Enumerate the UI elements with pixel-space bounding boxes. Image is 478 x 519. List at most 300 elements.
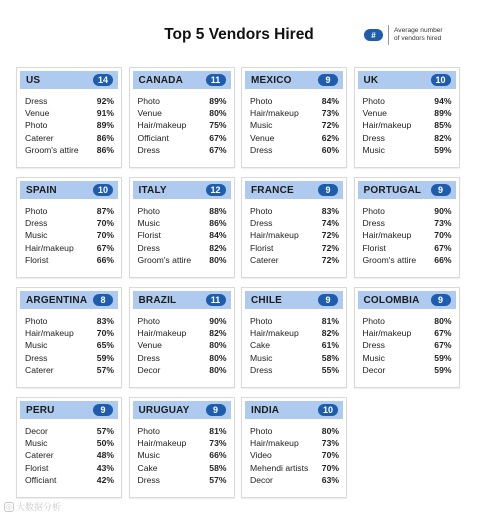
vendor-label: Music bbox=[250, 120, 273, 131]
card-header bbox=[358, 181, 456, 199]
vendor-percent: 72% bbox=[321, 254, 339, 265]
vendor-list bbox=[242, 309, 346, 376]
vendor-percent: 66% bbox=[209, 450, 227, 461]
vendor-label: Hair/makeup bbox=[250, 230, 299, 241]
vendor-label: Photo bbox=[250, 426, 273, 436]
vendor-label: Photo bbox=[362, 316, 385, 326]
vendor-row bbox=[25, 474, 114, 486]
card-header bbox=[133, 181, 231, 199]
card-header bbox=[133, 401, 231, 419]
vendor-count-badge: 9 bbox=[318, 294, 338, 306]
vendor-count-badge: 9 bbox=[431, 184, 451, 196]
vendor-label: Hair/makeup bbox=[137, 328, 187, 339]
vendor-row bbox=[138, 95, 227, 107]
legend-text-line1: Average number bbox=[394, 27, 443, 34]
vendor-percent: 90% bbox=[434, 206, 452, 216]
vendor-percent: 82% bbox=[209, 328, 227, 339]
vendor-label: Caterer bbox=[250, 254, 279, 265]
country-name: BRAZIL bbox=[138, 294, 177, 306]
vendor-row bbox=[250, 339, 339, 351]
vendor-label: Dress bbox=[25, 218, 48, 229]
legend-text bbox=[394, 27, 443, 43]
vendor-row bbox=[138, 242, 227, 254]
vendor-label: Hair/makeup bbox=[25, 328, 74, 339]
vendor-percent: 58% bbox=[321, 352, 339, 363]
vendor-list bbox=[355, 89, 459, 156]
vendor-percent: 80% bbox=[209, 254, 227, 265]
vendor-percent: 91% bbox=[96, 108, 114, 119]
vendor-label: Groom's attire bbox=[25, 144, 79, 155]
vendor-percent: 72% bbox=[321, 242, 339, 253]
card-header bbox=[20, 181, 118, 199]
vendor-label: Photo bbox=[250, 206, 273, 216]
country-card-uruguay bbox=[129, 397, 235, 498]
vendor-row bbox=[25, 107, 114, 119]
vendor-list bbox=[17, 199, 121, 266]
vendor-list bbox=[242, 89, 346, 156]
vendor-label: Photo bbox=[25, 206, 48, 216]
vendor-percent: 59% bbox=[434, 144, 452, 155]
vendor-label: Hair/makeup bbox=[137, 120, 187, 131]
country-card-uk bbox=[354, 67, 460, 168]
vendor-list bbox=[130, 89, 234, 156]
card-header bbox=[20, 401, 118, 419]
vendor-percent: 81% bbox=[209, 426, 227, 436]
vendor-label: Photo bbox=[25, 120, 48, 131]
vendor-label: Photo bbox=[362, 206, 385, 216]
vendor-row bbox=[363, 364, 452, 376]
vendor-percent: 57% bbox=[96, 426, 114, 436]
vendor-percent: 80% bbox=[321, 426, 339, 436]
vendor-percent: 63% bbox=[321, 474, 339, 485]
vendor-row bbox=[25, 205, 114, 217]
vendor-row bbox=[363, 229, 452, 241]
watermark bbox=[4, 500, 61, 513]
vendor-label: Photo bbox=[137, 206, 160, 216]
vendor-label: Venue bbox=[362, 108, 387, 119]
vendor-label: Music bbox=[362, 144, 385, 155]
vendor-percent: 86% bbox=[96, 132, 114, 143]
vendor-label: Hair/makeup bbox=[362, 230, 412, 241]
vendor-percent: 48% bbox=[96, 450, 114, 461]
vendor-list bbox=[130, 419, 234, 486]
vendor-percent: 73% bbox=[209, 438, 227, 449]
vendor-label: Music bbox=[25, 340, 48, 351]
vendor-label: Dress bbox=[137, 474, 160, 485]
vendor-percent: 70% bbox=[321, 450, 339, 461]
country-card-france bbox=[241, 177, 347, 278]
vendor-label: Photo bbox=[250, 96, 273, 106]
vendor-label: Music bbox=[137, 450, 160, 461]
page-title: Top 5 Vendors Hired bbox=[164, 26, 314, 43]
vendor-label: Dress bbox=[250, 364, 273, 375]
vendor-label: Dress bbox=[362, 132, 385, 143]
vendor-count-badge: 11 bbox=[206, 294, 226, 306]
vendor-row bbox=[363, 205, 452, 217]
vendor-row bbox=[25, 364, 114, 376]
vendor-percent: 65% bbox=[96, 340, 114, 351]
country-name: CHILE bbox=[251, 294, 282, 306]
vendor-label: Decor bbox=[250, 474, 273, 485]
vendor-label: Dress bbox=[137, 144, 160, 155]
vendor-row bbox=[138, 229, 227, 241]
country-card-portugal bbox=[354, 177, 460, 278]
vendor-row bbox=[363, 242, 452, 254]
vendor-percent: 67% bbox=[434, 242, 452, 253]
vendor-label: Florist bbox=[137, 230, 161, 241]
vendor-percent: 70% bbox=[96, 328, 114, 339]
vendor-percent: 89% bbox=[434, 108, 452, 119]
vendor-row bbox=[250, 437, 339, 449]
country-card-brazil bbox=[129, 287, 235, 388]
vendor-label: Florist bbox=[25, 254, 49, 265]
vendor-row bbox=[363, 144, 452, 156]
vendor-percent: 89% bbox=[209, 96, 227, 106]
country-card-colombia bbox=[354, 287, 460, 388]
vendor-percent: 80% bbox=[209, 364, 227, 375]
vendor-label: Hair/makeup bbox=[362, 120, 412, 131]
country-card-mexico bbox=[241, 67, 347, 168]
vendor-list bbox=[130, 309, 234, 376]
vendor-percent: 70% bbox=[96, 230, 114, 241]
vendor-row bbox=[138, 327, 227, 339]
vendor-percent: 72% bbox=[321, 230, 339, 241]
vendor-percent: 81% bbox=[321, 316, 339, 326]
vendor-count-badge: 10 bbox=[431, 74, 451, 86]
vendor-label: Florist bbox=[25, 462, 49, 473]
country-grid bbox=[16, 67, 460, 498]
vendor-list bbox=[355, 199, 459, 266]
vendor-row bbox=[25, 449, 114, 461]
vendor-row bbox=[138, 364, 227, 376]
vendor-row bbox=[138, 449, 227, 461]
vendor-row bbox=[25, 242, 114, 254]
country-name: PERU bbox=[26, 404, 55, 416]
vendor-row bbox=[250, 144, 339, 156]
vendor-list bbox=[355, 309, 459, 376]
vendor-list bbox=[130, 199, 234, 266]
country-card-spain bbox=[16, 177, 122, 278]
vendor-percent: 80% bbox=[209, 352, 227, 363]
vendor-row bbox=[363, 95, 452, 107]
vendor-label: Hair/makeup bbox=[362, 328, 412, 339]
vendor-list bbox=[17, 419, 121, 486]
vendor-percent: 80% bbox=[209, 108, 227, 119]
vendor-label: Caterer bbox=[25, 364, 54, 375]
vendor-percent: 82% bbox=[321, 328, 339, 339]
vendor-row bbox=[138, 474, 227, 486]
country-name: COLOMBIA bbox=[363, 294, 420, 306]
vendor-label: Video bbox=[250, 450, 272, 461]
country-name: URUGUAY bbox=[138, 404, 190, 416]
country-card-peru bbox=[16, 397, 122, 498]
legend-divider bbox=[388, 25, 389, 45]
vendor-row bbox=[138, 254, 227, 266]
vendor-percent: 55% bbox=[321, 364, 339, 375]
vendor-list bbox=[17, 309, 121, 376]
card-header bbox=[20, 291, 118, 309]
vendor-percent: 70% bbox=[434, 230, 452, 241]
vendor-label: Photo bbox=[362, 96, 385, 106]
vendor-row bbox=[250, 352, 339, 364]
vendor-row bbox=[250, 107, 339, 119]
vendor-label: Dress bbox=[137, 242, 160, 253]
vendor-row bbox=[363, 339, 452, 351]
vendor-percent: 60% bbox=[321, 144, 339, 155]
card-header bbox=[20, 71, 118, 89]
vendor-row bbox=[25, 339, 114, 351]
vendor-row bbox=[250, 327, 339, 339]
vendor-label: Venue bbox=[137, 340, 162, 351]
vendor-label: Caterer bbox=[25, 132, 54, 143]
vendor-count-badge: 10 bbox=[318, 404, 338, 416]
vendor-row bbox=[250, 119, 339, 131]
vendor-label: Decor bbox=[137, 364, 161, 375]
vendor-percent: 87% bbox=[96, 206, 114, 216]
card-header bbox=[133, 71, 231, 89]
vendor-label: Dress bbox=[362, 340, 385, 351]
country-name: MEXICO bbox=[251, 74, 292, 86]
vendor-percent: 67% bbox=[209, 132, 227, 143]
vendor-percent: 83% bbox=[321, 206, 339, 216]
vendor-row bbox=[250, 229, 339, 241]
vendor-row bbox=[363, 254, 452, 266]
vendor-percent: 61% bbox=[321, 340, 339, 351]
vendor-row bbox=[25, 425, 114, 437]
vendor-label: Music bbox=[362, 352, 385, 363]
vendor-percent: 73% bbox=[321, 108, 339, 119]
vendor-count-badge: 12 bbox=[206, 184, 226, 196]
vendor-percent: 84% bbox=[209, 230, 227, 241]
vendor-row bbox=[250, 364, 339, 376]
vendor-row bbox=[138, 205, 227, 217]
vendor-percent: 70% bbox=[96, 218, 114, 229]
vendor-label: Music bbox=[25, 438, 48, 449]
vendor-label: Groom's attire bbox=[362, 254, 417, 265]
country-name: INDIA bbox=[251, 404, 280, 416]
vendor-percent: 88% bbox=[209, 206, 227, 216]
vendor-percent: 42% bbox=[96, 474, 114, 485]
vendor-row bbox=[25, 352, 114, 364]
vendor-row bbox=[363, 315, 452, 327]
vendor-label: Mehendi artists bbox=[250, 462, 309, 473]
vendor-label: Cake bbox=[137, 462, 158, 473]
vendor-percent: 82% bbox=[209, 242, 227, 253]
vendor-percent: 86% bbox=[96, 144, 114, 155]
vendor-label: Officiant bbox=[137, 132, 169, 143]
vendor-label: Hair/makeup bbox=[25, 242, 74, 253]
card-header bbox=[245, 181, 343, 199]
watermark-text: 大数据分析 bbox=[16, 502, 62, 512]
vendor-label: Dress bbox=[137, 352, 160, 363]
vendor-label: Photo bbox=[25, 316, 48, 326]
vendor-percent: 84% bbox=[321, 96, 339, 106]
country-name: SPAIN bbox=[26, 184, 57, 196]
vendor-row bbox=[25, 327, 114, 339]
country-card-chile bbox=[241, 287, 347, 388]
vendor-row bbox=[25, 437, 114, 449]
country-name: ITALY bbox=[138, 184, 167, 196]
card-header bbox=[358, 291, 456, 309]
vendor-count-badge: 9 bbox=[318, 184, 338, 196]
vendor-label: Venue bbox=[137, 108, 162, 119]
vendor-label: Dress bbox=[25, 96, 48, 106]
vendor-label: Hair/makeup bbox=[250, 108, 299, 119]
vendor-percent: 62% bbox=[321, 132, 339, 143]
vendor-row bbox=[250, 132, 339, 144]
vendor-row bbox=[138, 339, 227, 351]
country-name: US bbox=[26, 74, 41, 86]
card-header bbox=[133, 291, 231, 309]
vendor-row bbox=[363, 119, 452, 131]
vendor-label: Venue bbox=[25, 108, 50, 119]
vendor-label: Hair/makeup bbox=[250, 328, 299, 339]
vendor-percent: 59% bbox=[434, 364, 452, 375]
vendor-percent: 92% bbox=[96, 96, 114, 106]
vendor-label: Music bbox=[25, 230, 48, 241]
vendor-percent: 94% bbox=[434, 96, 452, 106]
vendor-label: Officiant bbox=[25, 474, 57, 485]
vendor-label: Venue bbox=[250, 132, 275, 143]
card-header bbox=[245, 291, 343, 309]
vendor-row bbox=[25, 315, 114, 327]
vendor-label: Photo bbox=[137, 316, 160, 326]
vendor-row bbox=[363, 217, 452, 229]
vendor-row bbox=[25, 217, 114, 229]
vendor-percent: 66% bbox=[434, 254, 452, 265]
country-card-italy bbox=[129, 177, 235, 278]
vendor-count-badge: 9 bbox=[431, 294, 451, 306]
vendor-label: Dress bbox=[362, 218, 385, 229]
vendor-percent: 43% bbox=[96, 462, 114, 473]
vendor-percent: 75% bbox=[209, 120, 227, 131]
card-header bbox=[245, 401, 343, 419]
vendor-count-badge: 10 bbox=[93, 184, 113, 196]
vendor-row bbox=[25, 132, 114, 144]
vendor-row bbox=[25, 229, 114, 241]
vendor-row bbox=[25, 254, 114, 266]
vendor-row bbox=[363, 107, 452, 119]
vendor-percent: 70% bbox=[321, 462, 339, 473]
vendor-percent: 83% bbox=[96, 316, 114, 326]
vendor-row bbox=[363, 352, 452, 364]
vendor-percent: 58% bbox=[209, 462, 227, 473]
country-name: PORTUGAL bbox=[363, 184, 422, 196]
vendor-percent: 50% bbox=[96, 438, 114, 449]
vendor-row bbox=[363, 132, 452, 144]
vendor-label: Decor bbox=[25, 426, 48, 436]
vendor-count-badge: 14 bbox=[93, 74, 113, 86]
vendor-label: Dress bbox=[250, 144, 273, 155]
vendor-percent: 67% bbox=[96, 242, 114, 253]
vendor-row bbox=[25, 119, 114, 131]
country-card-canada bbox=[129, 67, 235, 168]
vendor-label: Groom's attire bbox=[137, 254, 192, 265]
vendor-label: Florist bbox=[250, 242, 274, 253]
vendor-count-badge: 11 bbox=[206, 74, 226, 86]
vendor-label: Music bbox=[137, 218, 160, 229]
legend-badge: # bbox=[364, 29, 383, 41]
vendor-row bbox=[250, 462, 339, 474]
vendor-label: Photo bbox=[250, 316, 273, 326]
vendor-row bbox=[138, 144, 227, 156]
country-name: CANADA bbox=[138, 74, 184, 86]
legend bbox=[364, 25, 443, 45]
vendor-row bbox=[138, 425, 227, 437]
vendor-label: Caterer bbox=[25, 450, 54, 461]
vendor-row bbox=[250, 205, 339, 217]
vendor-percent: 59% bbox=[434, 352, 452, 363]
vendor-percent: 67% bbox=[434, 328, 452, 339]
vendor-row bbox=[363, 327, 452, 339]
vendor-label: Dress bbox=[250, 218, 273, 229]
vendor-row bbox=[25, 144, 114, 156]
vendor-list bbox=[242, 419, 346, 486]
vendor-percent: 80% bbox=[209, 340, 227, 351]
vendor-percent: 73% bbox=[434, 218, 452, 229]
vendor-row bbox=[250, 95, 339, 107]
vendor-percent: 89% bbox=[96, 120, 114, 131]
vendor-percent: 66% bbox=[96, 254, 114, 265]
vendor-percent: 59% bbox=[96, 352, 114, 363]
vendor-percent: 74% bbox=[321, 218, 339, 229]
vendor-count-badge: 9 bbox=[93, 404, 113, 416]
vendor-label: Decor bbox=[362, 364, 386, 375]
vendor-row bbox=[250, 217, 339, 229]
vendor-percent: 85% bbox=[434, 120, 452, 131]
vendor-label: Dress bbox=[25, 352, 48, 363]
vendor-label: Photo bbox=[137, 426, 160, 436]
vendor-count-badge: 8 bbox=[93, 294, 113, 306]
vendor-list bbox=[17, 89, 121, 156]
country-card-us bbox=[16, 67, 122, 168]
vendor-row bbox=[250, 425, 339, 437]
country-name: FRANCE bbox=[251, 184, 294, 196]
vendor-label: Hair/makeup bbox=[250, 438, 299, 449]
vendor-row bbox=[138, 437, 227, 449]
card-header bbox=[358, 71, 456, 89]
vendor-row bbox=[25, 95, 114, 107]
vendor-label: Photo bbox=[137, 96, 160, 106]
legend-text-line2: of vendors hired bbox=[394, 35, 442, 42]
vendor-row bbox=[138, 352, 227, 364]
country-name: UK bbox=[363, 74, 379, 86]
vendor-row bbox=[250, 449, 339, 461]
vendor-percent: 90% bbox=[209, 316, 227, 326]
vendor-percent: 57% bbox=[209, 474, 227, 485]
country-name: ARGENTINA bbox=[26, 294, 88, 306]
vendor-row bbox=[250, 315, 339, 327]
vendor-row bbox=[250, 474, 339, 486]
vendor-row bbox=[250, 242, 339, 254]
country-card-argentina bbox=[16, 287, 122, 388]
vendor-row bbox=[138, 217, 227, 229]
vendor-row bbox=[250, 254, 339, 266]
watermark-icon: ◎ bbox=[5, 503, 13, 511]
card-header bbox=[245, 71, 343, 89]
vendor-label: Cake bbox=[250, 340, 271, 351]
vendor-label: Hair/makeup bbox=[137, 438, 187, 449]
vendor-percent: 72% bbox=[321, 120, 339, 131]
vendor-label: Florist bbox=[362, 242, 386, 253]
vendor-row bbox=[138, 119, 227, 131]
vendor-row bbox=[138, 462, 227, 474]
vendor-count-badge: 9 bbox=[318, 74, 338, 86]
vendor-row bbox=[138, 132, 227, 144]
vendor-list bbox=[242, 199, 346, 266]
vendor-percent: 57% bbox=[96, 364, 114, 375]
vendor-percent: 82% bbox=[434, 132, 452, 143]
